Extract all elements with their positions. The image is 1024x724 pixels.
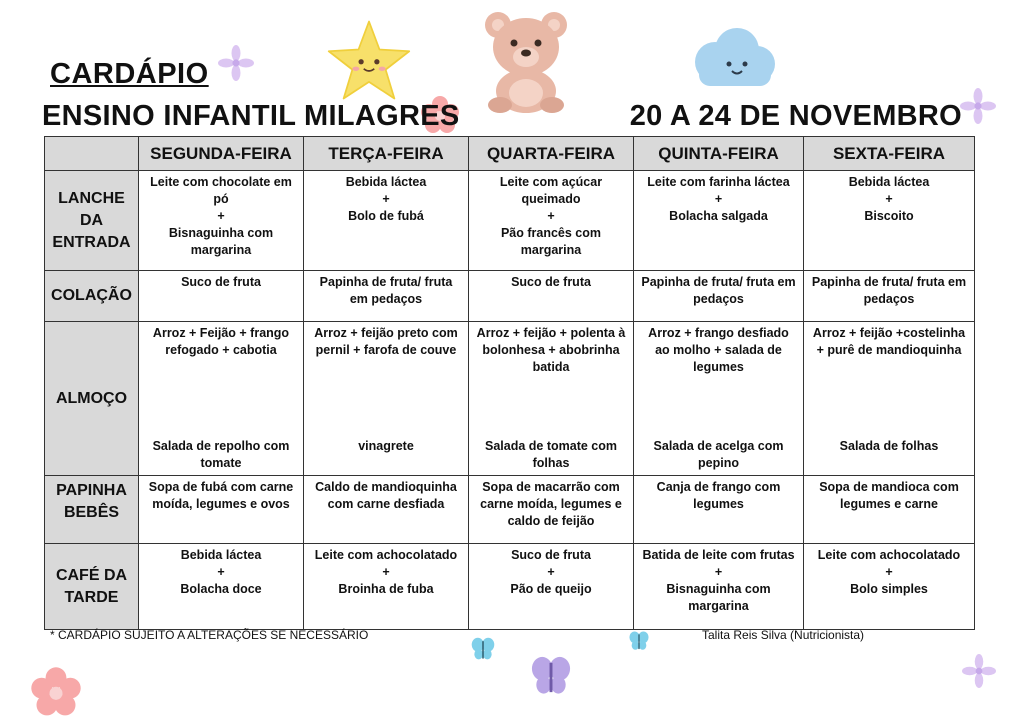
disclaimer-note: * CARDÁPIO SUJEITO A ALTERAÇÕES SE NECESSÁRIO: [50, 628, 369, 642]
table-row: [45, 322, 975, 476]
salad: vinagrete: [358, 439, 414, 453]
salad: Salada de tomate com folhas: [485, 439, 617, 470]
page-title: CARDÁPIO: [50, 58, 209, 90]
date-range: 20 A 24 DE NOVEMBRO: [629, 100, 962, 132]
cell-text: Suco de fruta + Pão de queijo: [510, 548, 592, 596]
butterfly-icon: [528, 654, 574, 698]
menu-cell: [804, 322, 975, 476]
butterfly-icon: [470, 636, 496, 662]
flower-icon: [218, 45, 254, 81]
menu-cell: [634, 544, 804, 630]
table-row: [45, 476, 975, 544]
menu-cell: Sopa de macarrão com carne moída, legumes e caldo de feijão: [469, 476, 634, 544]
star-icon: [325, 18, 413, 102]
main-dish: Arroz + feijão + polenta à bolonhesa + abobrinha batida: [476, 326, 626, 374]
butterfly-icon: [628, 630, 650, 652]
menu-cell: [304, 171, 469, 271]
day-header-friday: SEXTA-FEIRA: [804, 137, 975, 171]
menu-cell: [634, 171, 804, 271]
menu-cell: Canja de frango com legumes: [634, 476, 804, 544]
cell-text: Leite com achocolatado + Bolo simples: [817, 548, 961, 596]
main-dish: Arroz + feijão preto com pernil + farofa de couve: [314, 326, 458, 357]
menu-cell: [634, 322, 804, 476]
cell-text: Leite com farinha láctea + Bolacha salgada: [647, 175, 790, 223]
menu-cell: [304, 544, 469, 630]
school-name: ENSINO INFANTIL MILAGRES: [42, 100, 460, 132]
menu-cell: [139, 544, 304, 630]
menu-cell: [804, 171, 975, 271]
nutritionist-signature: Talita Reis Silva (Nutricionista): [702, 628, 865, 642]
menu-cell: Sopa de mandioca com legumes e carne: [804, 476, 975, 544]
menu-cell: Papinha de fruta/ fruta em pedaços: [804, 271, 975, 322]
menu-cell: [469, 171, 634, 271]
teddy-bear-icon: [478, 5, 574, 115]
menu-table: [44, 136, 975, 630]
menu-cell: Papinha de fruta/ fruta em pedaços: [304, 271, 469, 322]
cell-text: Bebida láctea + Bolacha doce: [180, 548, 262, 596]
table-row: [45, 544, 975, 630]
flower-icon: [962, 654, 996, 688]
menu-cell: Suco de fruta: [139, 271, 304, 322]
salad: Salada de folhas: [839, 439, 939, 453]
corner-cell: [45, 137, 139, 171]
day-header-monday: SEGUNDA-FEIRA: [139, 137, 304, 171]
cell-text: Bebida láctea + Biscoito: [848, 175, 930, 223]
cloud-icon: [685, 22, 781, 94]
menu-cell: [469, 544, 634, 630]
menu-cell: Sopa de fubá com carne moída, legumes e ovos: [139, 476, 304, 544]
meal-label-lanche: LANCHE DA ENTRADA: [45, 171, 139, 271]
meal-label-cafe: CAFÉ DA TARDE: [45, 544, 139, 630]
cell-text: Leite com açúcar queimado + Pão francês com margarina: [499, 175, 603, 257]
menu-cell: [804, 544, 975, 630]
menu-cell: [304, 322, 469, 476]
menu-cell: [469, 322, 634, 476]
table-header-row: [45, 137, 975, 171]
meal-label-almoco: ALMOÇO: [45, 322, 139, 476]
meal-label-colacao: COLAÇÃO: [45, 271, 139, 322]
menu-cell: Papinha de fruta/ fruta em pedaços: [634, 271, 804, 322]
cell-text: Leite com achocolatado + Broinha de fuba: [314, 548, 458, 596]
day-header-thursday: QUINTA-FEIRA: [634, 137, 804, 171]
flower-icon: [960, 88, 996, 124]
day-header-tuesday: TERÇA-FEIRA: [304, 137, 469, 171]
menu-cell: [139, 322, 304, 476]
menu-cell: [139, 171, 304, 271]
flower-icon: [28, 666, 84, 718]
main-dish: Arroz + frango desfiado ao molho + salada de legumes: [648, 326, 789, 374]
cell-text: Batida de leite com frutas + Bisnaguinha com margarina: [642, 548, 795, 613]
salad: Salada de repolho com tomate: [152, 439, 290, 470]
menu-cell: Caldo de mandioquinha com carne desfiada: [304, 476, 469, 544]
table-row: [45, 271, 975, 322]
salad: Salada de acelga com pepino: [653, 439, 784, 470]
day-header-wednesday: QUARTA-FEIRA: [469, 137, 634, 171]
cell-text: Bebida láctea + Bolo de fubá: [345, 175, 427, 223]
main-dish: Arroz + feijão +costelinha + purê de mandioquinha: [812, 326, 966, 357]
table-row: [45, 171, 975, 271]
main-dish: Arroz + Feijão + frango refogado + cabotia: [152, 326, 290, 357]
menu-cell: Suco de fruta: [469, 271, 634, 322]
cell-text: Leite com chocolate em pó + Bisnaguinha com margarina: [150, 175, 292, 257]
meal-label-papinha: PAPINHA BEBÊS: [45, 476, 139, 544]
